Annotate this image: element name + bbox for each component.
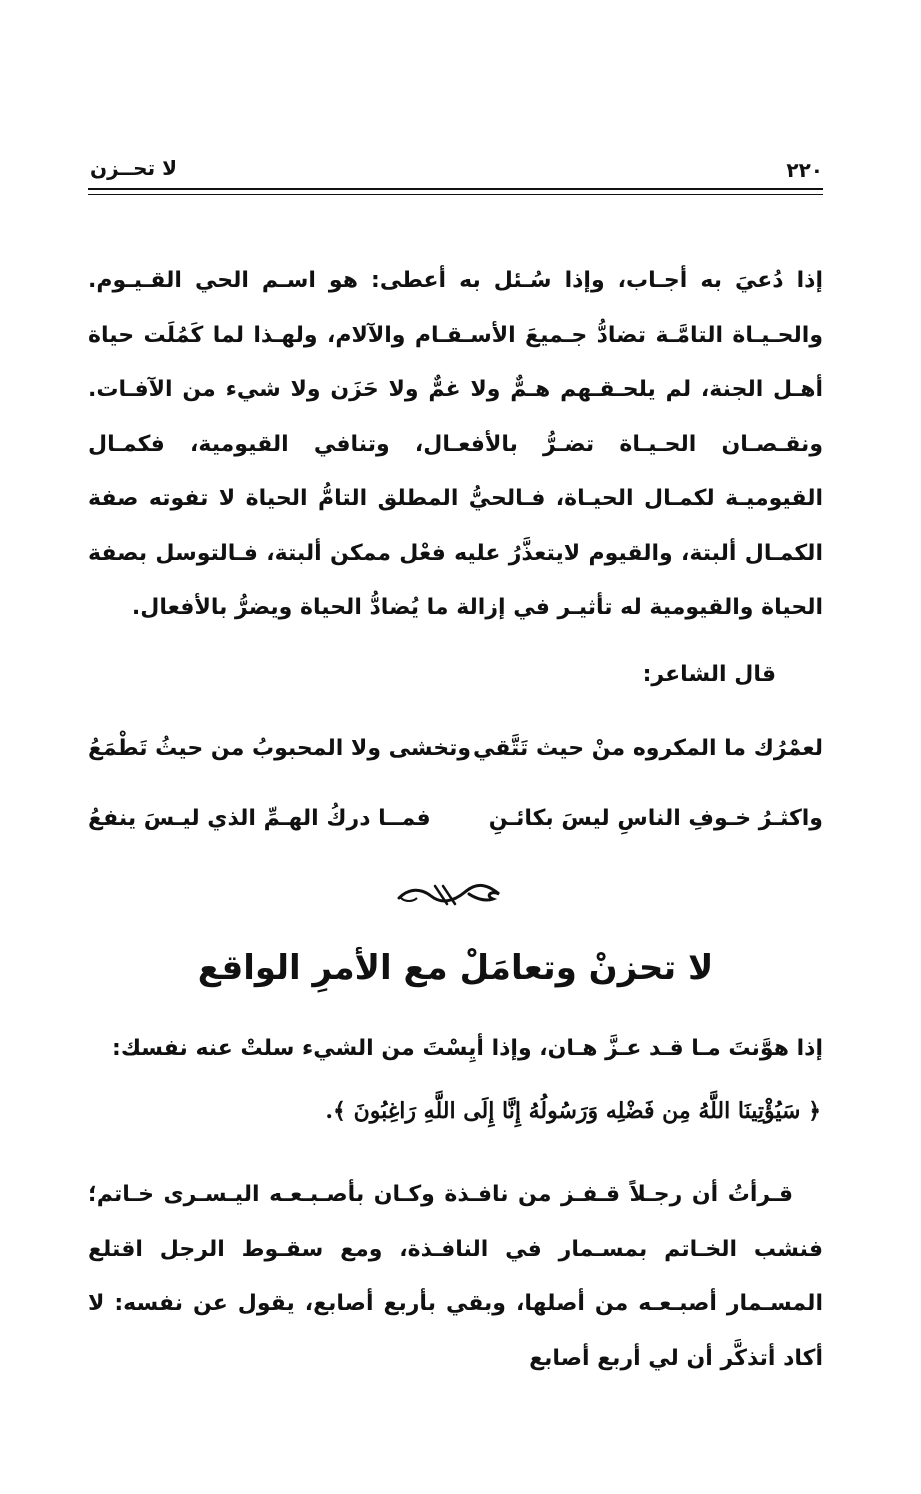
page-number: ٢٢٠ (786, 158, 823, 182)
calligraphic-divider-icon (395, 880, 505, 908)
verse-1-first-hemistich: لعمْرُك ما المكروه منْ حيث تَتَّقي (472, 736, 823, 761)
quran-verse: ﴿ سَيُؤْتِينَا اللَّهُ مِن فَضْلِه وَرَسُولُهُ إِنَّا إِلَى اللَّهِ رَاغِبُونَ ﴾. (325, 1098, 821, 1124)
header-rule (88, 188, 823, 195)
verse-2-first-hemistich: واكثـرُ خـوفِ الناسِ ليسَ بكائـنِ (488, 806, 823, 831)
running-title: لا تحــزن (90, 156, 177, 180)
verse-2-second-hemistich: فمــا دركُ الهـمِّ الذي ليـسَ ينفعُ (88, 806, 431, 831)
poet-intro: قال الشاعر: (642, 662, 776, 687)
paragraph-2: إذا هوَّنتَ مـا قـد عـزَّ هـان، وإذا أيِسْتَ من الشيء سلتْ عنه نفسك: (112, 1036, 823, 1061)
section-heading: لا تحزنْ وتعامَلْ مع الأمرِ الواقع (197, 948, 714, 988)
paragraph-3: قـرأتُ أن رجـلاً قـفـز من نافـذة وكـان بأصـبـعـه اليـسـرى خـاتم؛ فنشب الخـاتم بمسـمار في النافـذة، ومع سقـوط الرجل اقتلع المسـمار أصبـعـه من أصلها، وبقي بأربع أصابع، يقول عن نفسه: لا أكاد أتذكَّر أن لي أربع أصابع (88, 1182, 823, 1371)
page-header (88, 152, 823, 198)
poem-verse-1 (88, 736, 823, 780)
paragraph-1: إذا دُعيَ به أجـاب، وإذا سُـئل به أعطى: هو اسـم الحي القـيـوم. والحـيـاة التامَّـة تضادُّ جـميعَ الأسـقـام والآلام، ولهـذا لما كَمُلَت حياة أهـل الجنة، لم يلحـقـهم هـمٌّ ولا غمٌّ ولا حَزَن ولا شيء من الآفـات. ونقـصـان الحـيـاة تضـرُّ بالأفعـال، وتنافي القيومية، فكمـال القيوميـة لكمـال الحيـاة، فـالحيُّ المطلق التامُّ الحياة لا تفوته صفة الكمـال ألبتة، والقيوم لايتعذَّرُ عليه فعْل ممكن ألبتة، فـالتوسل بصفة الحياة والقيومية له تأثيـر في إزالة ما يُضادُّ الحياة ويضرُّ بالأفعال. (88, 268, 823, 620)
verse-1-second-hemistich: وتخشى ولا المحبوبُ من حيثُ تَطْمَعُ (88, 736, 472, 761)
poem-verse-2 (88, 806, 823, 850)
